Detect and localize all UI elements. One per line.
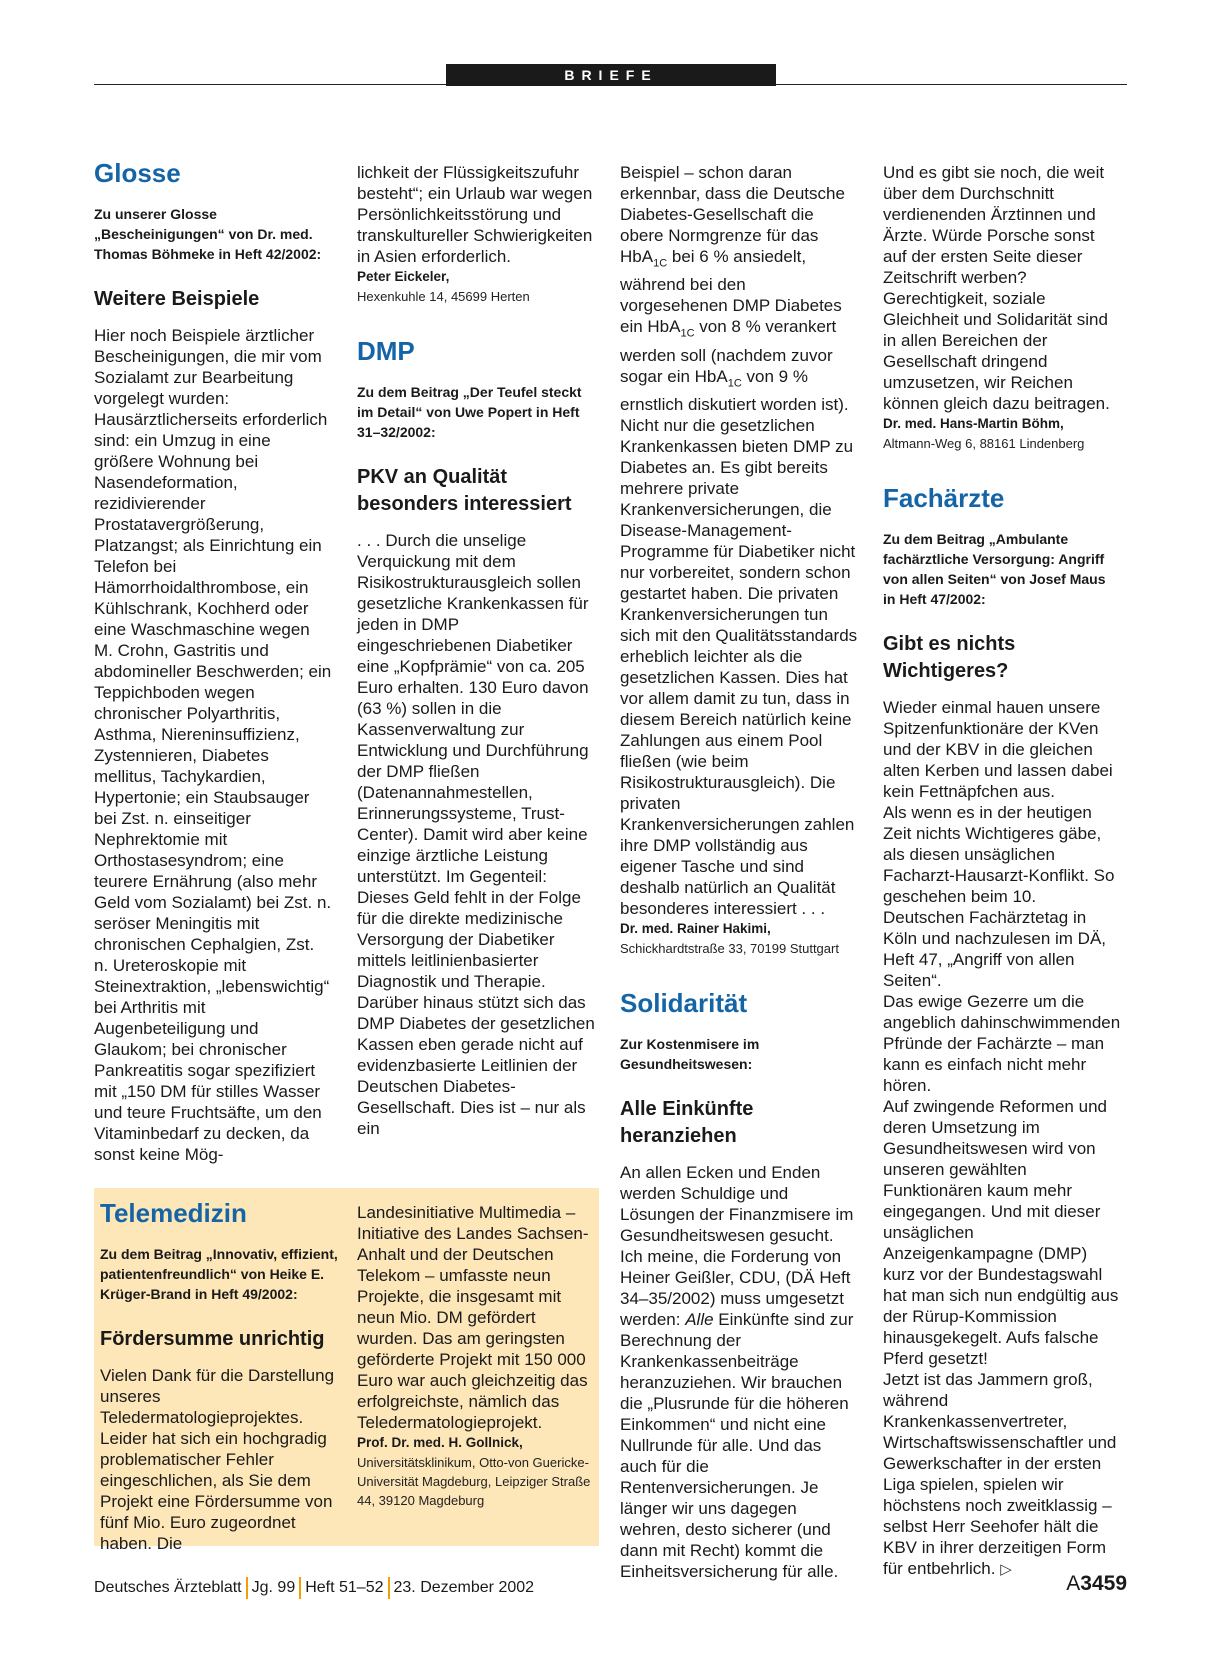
section-title-fachaerzte: Fachärzte [883,483,1005,513]
headline-alle-einkuenfte: Alle Einkünfte heranziehen [620,1098,754,1148]
triangle-right-icon: ▷ [1000,1561,1012,1578]
headline-weitere-beispiele: Weitere Beispiele [94,288,260,310]
headline-gibt-es-nichts: Gibt es nichts Wichtigeres? [883,633,1016,682]
paragraph: Als wenn es in der heutigen Zeit nichts Wichtigeres gäbe, als diesen unsäglichen Facharzt-Hausarzt-Konflikt. So geschehen beim 10. Deutschen Fachärztetag in Köln und nachzulesen im DÄ, Heft 47, „Angriff von allen Seiten“. [883,803,1115,990]
column-1 [94,158,332,1165]
intro-solidaritaet: Zur Kostenmisere im Gesundheitswesen: [620,1036,760,1073]
letter-body-solidaritaet [620,1162,858,1582]
paragraph: Beispiel – schon daran erkennbar, dass die Deutsche Diabetes-Gesellschaft die obere Normgrenze für das HbA$_{1C}$ bei 6 % ansiedelt, während bei den vorgesehenen DMP Diabetes ein HbA$_{1C}$ von 8 % verankert werden soll (nachdem zuvor sogar ein HbA$_{1C}$ von 9 % ernstlich diskutiert worden ist). [620,163,849,415]
letter-body-dmp [357,530,595,1139]
intro-telemedizin: Zu dem Beitrag „Innovativ, effizient, patientenfreundlich“ von Heike E. Krüger-Brand in Heft 49/2002: [100,1246,338,1302]
paragraph: An allen Ecken und Enden werden Schuldige und Lösungen der Finanzmisere im Gesundheitswesen gesucht. Ich meine, die Forderung von Heiner Geißler, CDU, (DÄ Heft 34–35/2002) muss umgesetzt werden: Alle Einkünfte sind zur Berechnung der Krankenkassenbeiträge heranzuziehen. Wir brauchen die „Plusrunde für die höheren Einkommen“ und nicht eine Nullrunde für alle. Und das auch für die Rentenversicherungen. Je länger wir uns dagegen wehren, desto sicherer (und dann mit Recht) kommt die Einheitsversicherung für alle. [620,1163,854,1582]
author-boehm: Dr. med. Hans-Martin Böhm, [883,416,1064,431]
paragraph: Auf zwingende Reformen und deren Umsetzung im Gesundheitswesen wird von unseren gewählten Funktionären kaum mehr eingegangen. Und mit dieser unsäglichen Anzeigenkampagne (DMP) kurz vor der Bundestagswahl hat man sich nun endgültig aus der Rürup-Kommission hinausgekegelt. Aufs falsche Pferd gesetzt! [883,1097,1119,1368]
author-hakimi: Dr. med. Rainer Hakimi, [620,921,771,937]
section-title-telemedizin: Telemedizin [100,1198,247,1228]
paragraph: Nicht nur die gesetzlichen Krankenkassen bieten DMP zu Diabetes an. Es gibt bereits mehrere private Krankenversicherungen, die Disease-Management-Programme für Diabetiker nicht nur vorbereitet, sondern schon gestartet haben. Die privaten Krankenversicherungen tun sich mit den Qualitätsstandards erheblich leichter als die gesetzlichen Kassen. Dies hat vor allem damit zu tun, dass in diesem Bereich natürlich keine Zahlungen aus einem Pool fließen (wie beim Risikostrukturausgleich). Die privaten Krankenversicherungen zahlen ihre DMP vollständig aus eigener Tasche und sind deshalb natürlich an Qualität besonderes interessiert . . . [620,416,858,919]
column-4 [883,162,1121,1580]
letter-body-glosse-cont: lichkeit der Flüssigkeitszufuhr besteht“; ein Urlaub war wegen Persönlichkeitsstörung und transkultureller Schwierigkeiten in Asien erforderlich. [357,163,593,266]
column-3 [620,162,858,1582]
address-gollnick: Universitätsklinikum, Otto-von Guericke-Universität Magdeburg, Leipziger Straße 44, 39120 Magdeburg [357,1455,591,1508]
letter-body-telemedizin-cont: Landesinitiative Multimedia – Initiative des Landes Sachsen-Anhalt und der Deutschen Telekom – umfasste neun Projekte, die insgesamt mit neun Mio. DM gefördert wurden. Das am geringsten geförderte Projekt mit 150 000 Euro war auch gleichzeitig das erfolgreichste, nämlich das Teledermatologieprojekt. [357,1203,589,1432]
intro-glosse: Zu unserer Glosse „Bescheinigungen“ von Dr. med. Thomas Böhmeke in Heft 42/2002: [94,206,322,262]
letter-body-dmp-cont [620,162,858,919]
separator [246,1577,248,1599]
section-title-dmp: DMP [357,336,415,366]
section-banner: BRIEFE [446,64,776,86]
letter-body-telemedizin: Vielen Dank für die Darstellung unseres Teledermatologieprojektes. Leider hat sich ein hochgradig problematischer Fehler eingeschlichen, als Sie dem Projekt eine Fördersumme von fünf Mio. Euro zugeordnet haben. Die [100,1366,335,1553]
section-title-solidaritaet: Solidarität [620,988,748,1019]
telemedizin-box [94,1188,599,1553]
author-gollnick: Prof. Dr. med. H. Gollnick, [357,1435,523,1450]
address-eickeler: Hexenkuhle 14, 45699 Herten [357,289,530,304]
address-hakimi: Schickhardtstraße 33, 70199 Stuttgart [620,941,839,957]
separator [299,1577,301,1599]
issue: Heft 51–52 [305,1579,384,1596]
volume: Jg. 99 [251,1579,296,1596]
section-title-glosse: Glosse [94,158,181,188]
author-eickeler: Peter Eickeler, [357,269,450,284]
letter-body-solidaritaet-cont: Und es gibt sie noch, die weit über dem Durchschnitt verdienenden Ärztinnen und Ärzte. Würde Porsche sonst auf der ersten Seite dieser Zeitschrift werben? Gerechtigkeit, soziale Gleichheit und Solidarität sind in allen Bereichen der Gesellschaft dringend umzusetzen, wir Reichen können gleich dazu beitragen. [883,163,1110,413]
paragraph: Jetzt ist das Jammern groß, während Krankenkassenvertreter, Wirtschaftswissenschaftler und Gewerkschafter in der ersten Liga spielen, spielen wir höchstens noch zweitklassig – selbst Herr Seehofer hält die KBV in ihrer derzeitigen Form für entbehrlich. ▷ [883,1370,1117,1578]
journal-name: Deutsches Ärzteblatt [94,1579,242,1596]
page-number: A3459 [1066,1572,1127,1595]
paragraph: Darüber hinaus stützt sich das DMP Diabetes der gesetzlichen Kassen eben gerade nicht auf evidenzbasierte Leitlinien der Deutschen Diabetes-Gesellschaft. Dies ist – nur als ein [357,993,595,1138]
footer-citation [94,1576,534,1600]
separator [388,1577,390,1599]
headline-foerdersumme: Fördersumme unrichtig [100,1328,325,1350]
box-column-left [100,1198,338,1554]
intro-fachaerzte: Zu dem Beitrag „Ambulante fachärztliche Versorgung: Angriff von allen Seiten“ von Josef Maus in Heft 47/2002: [883,531,1106,607]
intro-dmp: Zu dem Beitrag „Der Teufel steckt im Detail“ von Uwe Popert in Heft 31–32/2002: [357,384,582,440]
letter-body-glosse: Hier noch Beispiele ärztlicher Bescheinigungen, die mir vom Sozialamt zur Bearbeitung vorgelegt wurden: Hausärztlicherseits erforderlich sind: ein Umzug in eine größere Wohnung bei Nasendeformation, rezidivierender Prostatavergrößerung, Platzangst; als Einrichtung ein Telefon bei Hämorrhoidalthrombose, ein Kühlschrank, Kochherd oder eine Waschmaschine wegen M. Crohn, Gastritis und abdomineller Beschwerden; ein Teppichboden wegen chronischer Polyarthritis, Asthma, Niereninsuffizienz, Zystennieren, Diabetes mellitus, Tachykardien, Hypertonie; ein Staubsauger bei Zst. n. einseitiger Nephrektomie mit Orthostasesyndrom; eine teurere Ernährung (also mehr Geld vom Sozialamt) bei Zst. n. seröser Meningitis mit chronischen Cephalgien, Zst. n. Ureteroskopie mit Steinextraktion, „lebenswichtig“ bei Arthritis mit Augenbeteiligung und Glaukom; bei chronischer Pankreatitis sogar spezifiziert mit „150 DM für stilles Wasser und teure Fruchtsäfte, um den Vitaminbedarf zu decken, da sonst keine Mög- [94,326,332,1164]
column-2 [357,162,595,1139]
headline-pkv: PKV an Qualität besonders interessiert [357,466,572,515]
paragraph: . . . Durch die unselige Verquickung mit dem Risikostrukturausgleich sollen gesetzliche Krankenkassen für jeden in DMP eingeschriebenen Diabetiker eine „Kopfprämie“ von ca. 205 Euro erhalten. 130 Euro davon (63 %) sollen in die Kassenverwaltung zur Entwicklung und Durchführung der DMP fließen (Datenannahmestellen, Erinnerungssysteme, Trust-Center). Damit wird aber keine einzige ärztliche Leistung unterstützt. Im Gegenteil: Dieses Geld fehlt in der Folge für die direkte medizinische Versorgung der Diabetiker mittels leitlinienbasierter Diagnostik und Therapie. [357,531,589,991]
address-boehm: Altmann-Weg 6, 88161 Lindenberg [883,436,1085,451]
paragraph: Wieder einmal hauen unsere Spitzenfunktionäre der KVen und der KBV in die gleichen alten Kerben und lassen dabei kein Fettnäpfchen aus. [883,698,1113,801]
box-column-right [357,1202,595,1510]
date: 23. Dezember 2002 [393,1579,535,1596]
letter-body-fachaerzte [883,697,1121,1580]
paragraph: Das ewige Gezerre um die angeblich dahinschwimmenden Pfründe der Fachärzte – man kann es einfach nicht mehr hören. [883,992,1121,1095]
